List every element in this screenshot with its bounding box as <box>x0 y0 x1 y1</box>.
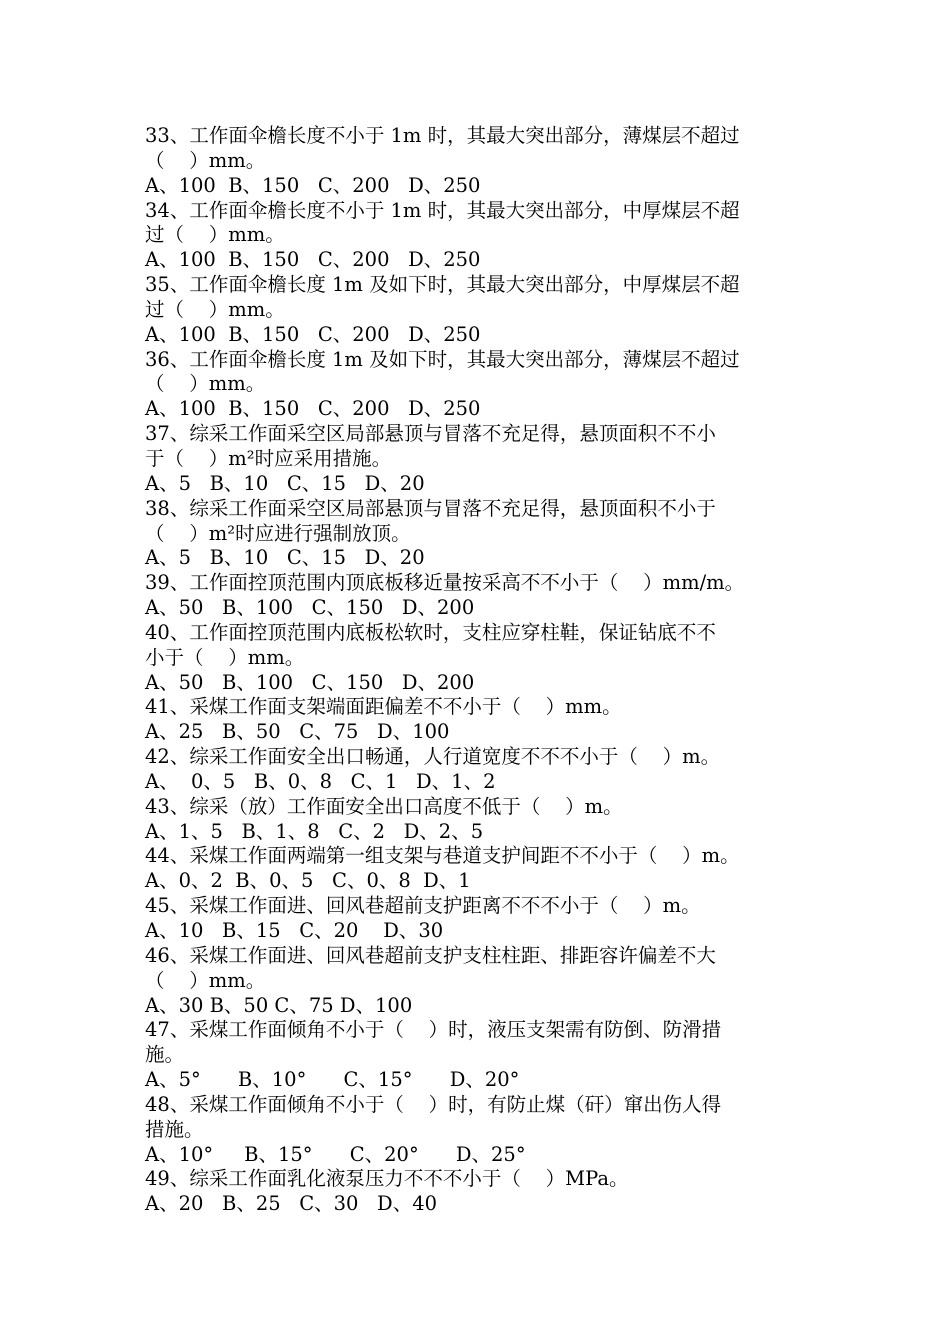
question-stem-line: 过（ ）mm。 <box>145 297 285 321</box>
question-item <box>145 199 810 274</box>
question-stem-line: 过（ ）mm。 <box>145 223 285 247</box>
question-stem-line: 46、采煤工作面进、回风巷超前支护支柱柱距、排距容许偏差不大 <box>145 943 716 967</box>
answer-options: A、100 B、150 C、200 D、250 <box>145 397 481 421</box>
question-item <box>145 621 810 696</box>
question-item <box>145 695 810 745</box>
answer-options: A、1、5 B、1、8 C、2 D、2、5 <box>145 819 484 843</box>
question-item <box>145 1167 810 1217</box>
answer-options: A、50 B、100 C、150 D、200 <box>145 670 475 694</box>
answer-options: A、50 B、100 C、150 D、200 <box>145 596 475 620</box>
question-stem-line: 34、工作面伞檐长度不小于 1m 时，其最大突出部分，中厚煤层不超 <box>145 198 740 222</box>
answer-options: A、5 B、10 C、15 D、20 <box>145 471 425 495</box>
answer-options: A、20 B、25 C、30 D、40 <box>145 1192 438 1216</box>
question-stem-line: 40、工作面控顶范围内底板松软时，支柱应穿柱鞋，保证钻底不不 <box>145 620 716 644</box>
question-stem-line: 35、工作面伞檐长度 1m 及如下时，其最大突出部分，中厚煤层不超 <box>145 273 740 297</box>
answer-options: A、25 B、50 C、75 D、100 <box>145 720 450 744</box>
question-item <box>145 1018 810 1093</box>
answer-options: A、30 B、50 C、75 D、100 <box>145 993 413 1017</box>
answer-options: A、10 B、15 C、20 D、30 <box>145 919 444 942</box>
question-stem-line: 33、工作面伞檐长度不小于 1m 时，其最大突出部分，薄煤层不超过 <box>145 124 740 147</box>
answer-options: A、5° B、10° C、15° D、20° <box>145 1068 520 1092</box>
question-stem-line: 施。 <box>145 1043 185 1067</box>
question-stem-line: 36、工作面伞檐长度 1m 及如下时，其最大突出部分，薄煤层不超过 <box>145 347 740 371</box>
question-stem-line: 41、采煤工作面支架端面距偏差不不小于（ ）mm。 <box>145 695 622 719</box>
question-item <box>145 844 810 894</box>
question-stem-line: 47、采煤工作面倾角不小于（ ）时，液压支架需有防倒、防滑措 <box>145 1018 722 1042</box>
answer-options: A、10° B、15° C、20° D、25° <box>145 1142 526 1166</box>
answer-options: A、0、2 B、0、5 C、0、8 D、1 <box>145 869 471 893</box>
question-item <box>145 795 810 845</box>
question-stem-line: 44、采煤工作面两端第一组支架与巷道支护间距不不小于（ ）m。 <box>145 844 740 868</box>
answer-options: A、5 B、10 C、15 D、20 <box>145 546 425 570</box>
answer-options: A、100 B、150 C、200 D、250 <box>145 248 481 272</box>
question-stem-line: 于（ ）m²时应采用措施。 <box>145 446 392 470</box>
question-stem-line: （ ）m²时应进行强制放顶。 <box>145 521 411 545</box>
question-item <box>145 1093 810 1168</box>
question-item <box>145 944 810 1019</box>
answer-options: A、 0、5 B、0、8 C、1 D、1、2 <box>145 769 496 793</box>
question-list <box>145 124 810 1217</box>
question-stem-line: 38、综采工作面采空区局部悬顶与冒落不充足得，悬顶面积不小于 <box>145 496 716 520</box>
question-item <box>145 745 810 795</box>
question-item <box>145 894 810 944</box>
question-stem-line: 小于（ ）mm。 <box>145 645 305 669</box>
question-item <box>145 422 810 497</box>
question-item <box>145 124 810 199</box>
question-stem-line: 42、综采工作面安全出口畅通，人行道宽度不不不小于（ ）m。 <box>145 745 721 769</box>
answer-options: A、100 B、150 C、200 D、250 <box>145 173 481 197</box>
question-stem-line: 45、采煤工作面进、回风巷超前支护距离不不不小于（ ）m。 <box>145 894 701 918</box>
question-stem-line: （ ）mm。 <box>145 968 266 992</box>
question-stem-line: 措施。 <box>145 1117 204 1141</box>
question-stem-line: 39、工作面控顶范围内顶底板移近量按采高不不小于（ ）mm/m。 <box>145 571 745 595</box>
question-stem-line: 48、采煤工作面倾角不小于（ ）时，有防止煤（矸）窜出伤人得 <box>145 1092 722 1116</box>
question-stem-line: 43、综采（放）工作面安全出口高度不低于（ ）m。 <box>145 794 623 818</box>
question-stem-line: （ ）mm。 <box>145 148 266 172</box>
question-stem-line: 37、综采工作面采空区局部悬顶与冒落不充足得，悬顶面积不不小 <box>145 422 716 446</box>
question-stem-line: 49、综采工作面乳化液泵压力不不不小于（ ）MPa。 <box>145 1167 629 1191</box>
question-item <box>145 348 810 423</box>
question-stem-line: （ ）mm。 <box>145 372 266 396</box>
question-item <box>145 273 810 348</box>
question-item <box>145 571 810 621</box>
answer-options: A、100 B、150 C、200 D、250 <box>145 322 481 346</box>
question-item <box>145 497 810 572</box>
